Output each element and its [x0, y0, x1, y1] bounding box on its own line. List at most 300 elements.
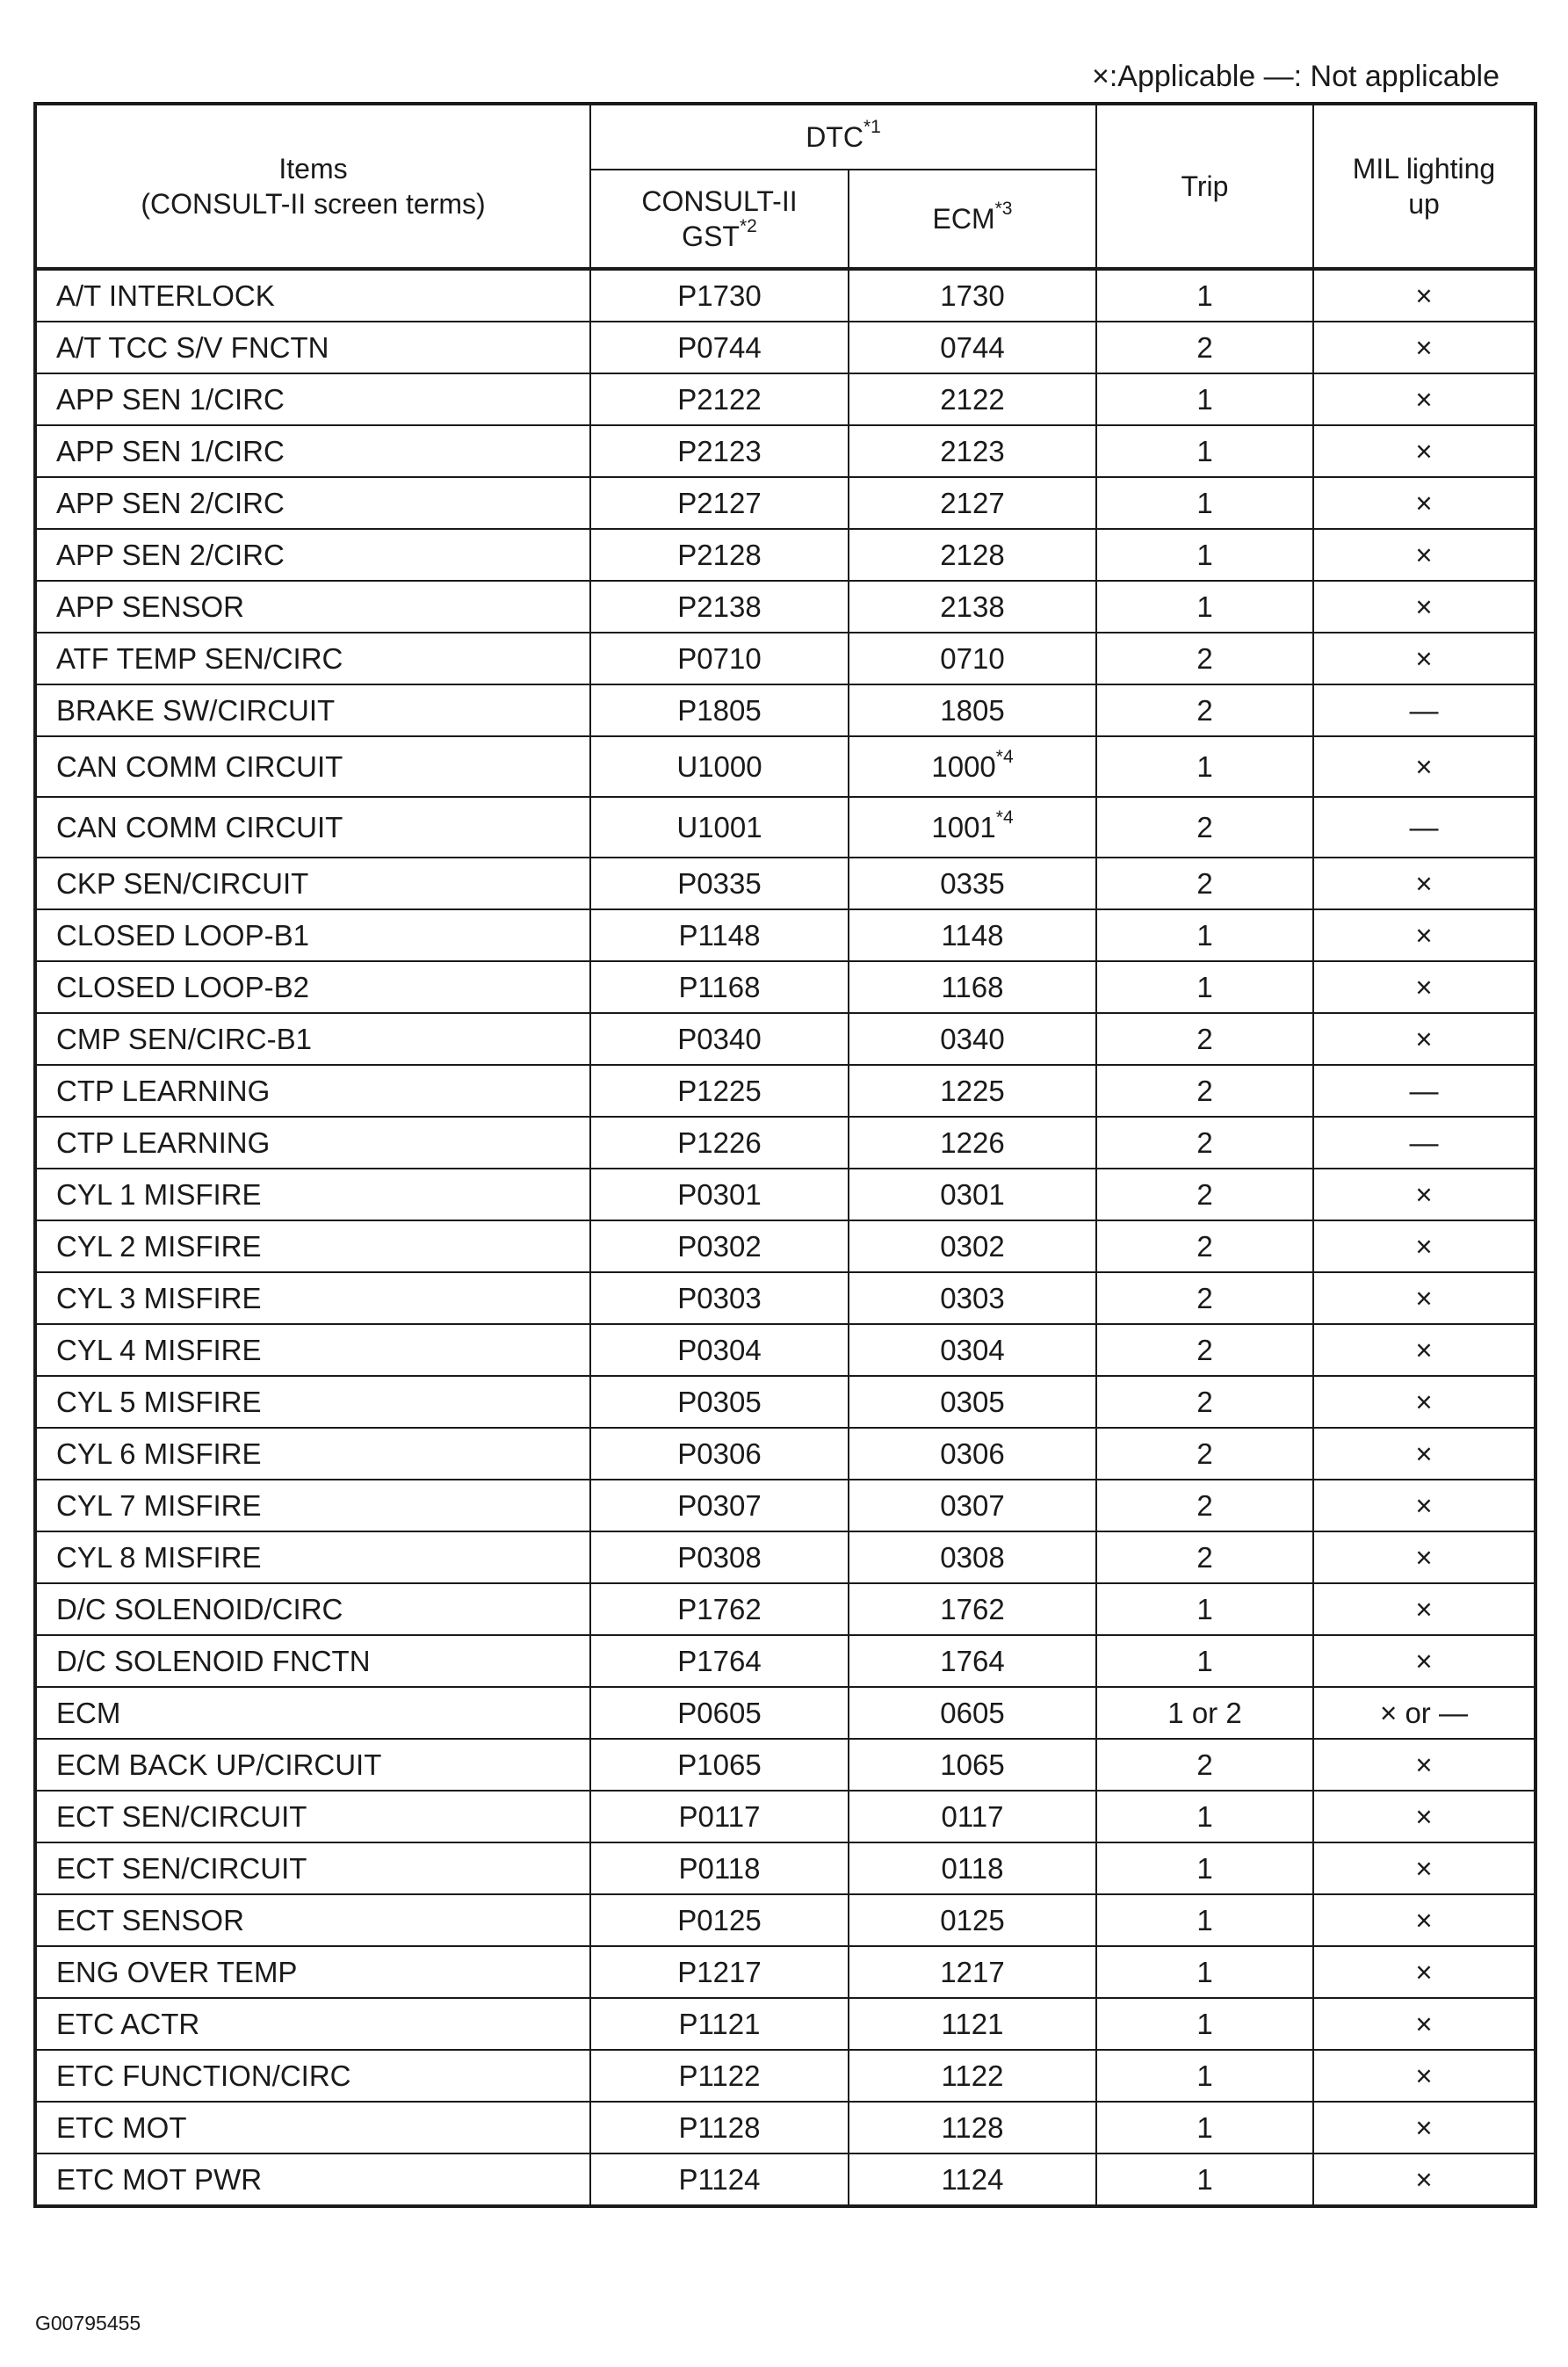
cell-mil	[1313, 1791, 1535, 1842]
header-ecm-footnote: *3	[994, 199, 1013, 220]
cell-consult-code	[590, 1998, 849, 2050]
cell-mil	[1313, 1946, 1535, 1998]
cell-item	[35, 1272, 590, 1324]
cell-ecm-code-text: 0125	[940, 1903, 1005, 1936]
cell-ecm-code	[849, 858, 1096, 909]
table-row	[35, 425, 1535, 477]
cell-trip-text: 1	[1196, 2007, 1213, 2040]
cell-item-text: CAN COMM CIRCUIT	[56, 810, 343, 843]
cell-mil-text: ×	[1415, 1955, 1433, 1988]
cell-mil	[1313, 1894, 1535, 1946]
cell-mil	[1313, 1531, 1535, 1583]
cell-mil-text: ×	[1415, 1903, 1433, 1936]
cell-item	[35, 1583, 590, 1635]
cell-ecm-code	[849, 2050, 1096, 2102]
cell-item	[35, 1998, 590, 2050]
cell-ecm-code-text: 0118	[941, 1851, 1004, 1885]
cell-trip-text: 1	[1196, 538, 1213, 571]
cell-mil	[1313, 1117, 1535, 1169]
header-mil-line2: up	[1408, 188, 1440, 220]
cell-item-text: CTP LEARNING	[56, 1126, 271, 1159]
cell-ecm-code	[849, 529, 1096, 581]
cell-ecm-code-text: 1168	[941, 970, 1004, 1003]
cell-mil-text: ×	[1415, 1799, 1433, 1833]
cell-item-text: CYL 2 MISFIRE	[56, 1229, 262, 1263]
cell-trip	[1096, 2102, 1313, 2153]
cell-trip-text: 1	[1196, 279, 1213, 312]
cell-trip	[1096, 1376, 1313, 1428]
cell-item	[35, 1791, 590, 1842]
cell-ecm-code	[849, 477, 1096, 529]
cell-mil-text: ×	[1415, 918, 1433, 952]
cell-trip-text: 1	[1196, 382, 1213, 416]
cell-ecm-code	[849, 1272, 1096, 1324]
cell-ecm-code-text: 1764	[940, 1644, 1005, 1677]
table-row	[35, 1739, 1535, 1791]
cell-consult-code	[590, 1894, 849, 1946]
header-ecm-label: ECM	[932, 203, 995, 235]
cell-trip-text: 2	[1196, 1385, 1213, 1418]
header-consult	[590, 170, 849, 269]
cell-mil-text: ×	[1415, 2110, 1433, 2144]
cell-trip-text: 1	[1196, 590, 1213, 623]
cell-consult-code	[590, 1791, 849, 1842]
cell-mil-text: ×	[1415, 1644, 1433, 1677]
legend: ×:Applicable —: Not applicable	[1092, 60, 1499, 93]
cell-consult-code	[590, 684, 849, 736]
cell-item	[35, 1065, 590, 1117]
cell-consult-code-text: P0307	[677, 1488, 762, 1522]
cell-trip	[1096, 1169, 1313, 1220]
ecm-footnote: *4	[995, 746, 1014, 767]
table-row	[35, 797, 1535, 858]
cell-mil-text: ×	[1415, 1540, 1433, 1574]
cell-trip	[1096, 373, 1313, 425]
cell-trip-text: 1	[1196, 1799, 1213, 1833]
header-items	[35, 104, 590, 269]
cell-ecm-code-text: 1065	[940, 1748, 1005, 1781]
cell-trip-text: 1	[1196, 749, 1213, 783]
cell-mil	[1313, 529, 1535, 581]
cell-consult-code	[590, 2050, 849, 2102]
cell-item-text: A/T INTERLOCK	[56, 279, 275, 312]
cell-ecm-code	[849, 373, 1096, 425]
figure-id: G00795455	[35, 2312, 141, 2334]
cell-ecm-code	[849, 1324, 1096, 1376]
cell-trip-text: 1 or 2	[1167, 1696, 1242, 1729]
cell-trip-text: 2	[1196, 1437, 1213, 1470]
cell-consult-code-text: P0605	[677, 1696, 762, 1729]
cell-mil-text: ×	[1415, 1748, 1433, 1781]
cell-ecm-code-text: 0303	[940, 1281, 1005, 1314]
cell-consult-code-text: P1225	[677, 1074, 762, 1107]
cell-consult-code	[590, 1220, 849, 1272]
header-consult-line1: CONSULT-II	[641, 185, 798, 217]
cell-item-text: ETC ACTR	[56, 2007, 200, 2040]
cell-trip-text: 2	[1196, 1229, 1213, 1263]
cell-consult-code-text: P0118	[678, 1851, 761, 1885]
cell-consult-code-text: P1122	[678, 2059, 761, 2092]
table-row	[35, 736, 1535, 797]
cell-trip	[1096, 684, 1313, 736]
cell-trip-text: 1	[1196, 2110, 1213, 2144]
cell-mil-text: ×	[1415, 538, 1433, 571]
cell-mil-text: —	[1409, 1074, 1439, 1107]
table-row	[35, 1428, 1535, 1480]
table-row	[35, 684, 1535, 736]
cell-ecm-code	[849, 1428, 1096, 1480]
cell-item-text: ATF TEMP SEN/CIRC	[56, 641, 343, 675]
cell-trip-text: 1	[1196, 1903, 1213, 1936]
cell-mil	[1313, 1739, 1535, 1791]
cell-consult-code-text: P2123	[677, 434, 762, 467]
cell-mil-text: ×	[1415, 279, 1433, 312]
header-items-title: Items	[278, 153, 348, 185]
cell-ecm-code	[849, 269, 1096, 322]
cell-consult-code	[590, 1687, 849, 1739]
cell-trip	[1096, 1791, 1313, 1842]
cell-consult-code	[590, 1376, 849, 1428]
cell-consult-code-text: P0308	[677, 1540, 762, 1574]
cell-mil-text: ×	[1415, 641, 1433, 675]
table-row	[35, 1480, 1535, 1531]
cell-mil-text: ×	[1415, 1333, 1433, 1366]
cell-ecm-code-text: 0335	[940, 866, 1005, 900]
cell-ecm-code-text: 0744	[940, 330, 1005, 364]
cell-mil-text: ×	[1415, 866, 1433, 900]
cell-item-text: APP SENSOR	[56, 590, 244, 623]
cell-trip-text: 2	[1196, 1177, 1213, 1211]
cell-mil-text: —	[1409, 1126, 1439, 1159]
cell-ecm-code-text: 1730	[940, 279, 1005, 312]
table-row	[35, 373, 1535, 425]
cell-consult-code-text: P0710	[677, 641, 762, 675]
header-trip-label: Trip	[1181, 170, 1229, 202]
cell-item	[35, 1894, 590, 1946]
cell-consult-code	[590, 2153, 849, 2206]
cell-ecm-code-text: 2128	[940, 538, 1005, 571]
table-row	[35, 633, 1535, 684]
cell-mil-text: ×	[1415, 1592, 1433, 1625]
cell-mil-text: ×	[1415, 1385, 1433, 1418]
cell-mil	[1313, 858, 1535, 909]
cell-item	[35, 1946, 590, 1998]
cell-consult-code	[590, 1324, 849, 1376]
cell-item	[35, 1169, 590, 1220]
cell-trip-text: 1	[1196, 1592, 1213, 1625]
cell-item-text: APP SEN 2/CIRC	[56, 486, 285, 519]
cell-trip-text: 2	[1196, 641, 1213, 675]
cell-trip-text: 1	[1196, 434, 1213, 467]
header-dtc	[590, 104, 1096, 170]
cell-ecm-code-text: 0302	[940, 1229, 1005, 1263]
cell-ecm-code	[849, 633, 1096, 684]
cell-item	[35, 1220, 590, 1272]
cell-item	[35, 1842, 590, 1894]
cell-consult-code-text: P0117	[678, 1799, 761, 1833]
cell-item-text: ENG OVER TEMP	[56, 1955, 298, 1988]
cell-consult-code-text: U1001	[676, 810, 762, 843]
cell-trip	[1096, 909, 1313, 961]
cell-ecm-code-text: 1001	[931, 810, 996, 843]
cell-ecm-code	[849, 1583, 1096, 1635]
cell-trip	[1096, 797, 1313, 858]
cell-mil	[1313, 797, 1535, 858]
cell-consult-code-text: P1764	[677, 1644, 762, 1677]
cell-mil	[1313, 1220, 1535, 1272]
cell-ecm-code	[849, 1376, 1096, 1428]
cell-item	[35, 1324, 590, 1376]
cell-mil	[1313, 909, 1535, 961]
cell-ecm-code	[849, 1635, 1096, 1687]
cell-trip-text: 1	[1196, 1644, 1213, 1677]
cell-ecm-code-text: 0306	[940, 1437, 1005, 1470]
cell-item-text: ECM	[56, 1696, 121, 1729]
cell-item	[35, 477, 590, 529]
cell-consult-code-text: P0305	[677, 1385, 762, 1418]
table-row	[35, 858, 1535, 909]
cell-ecm-code-text: 1762	[940, 1592, 1005, 1625]
cell-item	[35, 1013, 590, 1065]
table-row	[35, 2050, 1535, 2102]
cell-consult-code	[590, 269, 849, 322]
cell-trip	[1096, 529, 1313, 581]
cell-consult-code	[590, 1169, 849, 1220]
cell-trip	[1096, 1894, 1313, 1946]
cell-item	[35, 633, 590, 684]
cell-item	[35, 1687, 590, 1739]
cell-mil	[1313, 373, 1535, 425]
table-row	[35, 1531, 1535, 1583]
cell-item-text: APP SEN 2/CIRC	[56, 538, 285, 571]
table-body	[35, 269, 1535, 2206]
cell-mil	[1313, 1169, 1535, 1220]
cell-consult-code-text: P1805	[677, 693, 762, 727]
cell-item-text: CYL 5 MISFIRE	[56, 1385, 262, 1418]
cell-trip-text: 2	[1196, 810, 1213, 843]
cell-consult-code	[590, 858, 849, 909]
cell-mil	[1313, 2153, 1535, 2206]
cell-trip	[1096, 1739, 1313, 1791]
dtc-table	[33, 102, 1537, 2208]
cell-ecm-code-text: 1000	[931, 749, 996, 783]
cell-ecm-code-text: 1217	[940, 1955, 1005, 1988]
cell-trip	[1096, 1428, 1313, 1480]
cell-item-text: D/C SOLENOID FNCTN	[56, 1644, 371, 1677]
cell-item	[35, 1376, 590, 1428]
cell-item-text: CLOSED LOOP-B1	[56, 918, 309, 952]
cell-mil	[1313, 1842, 1535, 1894]
table-row	[35, 1013, 1535, 1065]
cell-ecm-code	[849, 1480, 1096, 1531]
cell-trip-text: 2	[1196, 1022, 1213, 1055]
cell-item	[35, 2102, 590, 2153]
cell-mil-text: —	[1409, 810, 1439, 843]
cell-mil	[1313, 1324, 1535, 1376]
cell-consult-code	[590, 1842, 849, 1894]
cell-ecm-code-text: 1226	[940, 1126, 1005, 1159]
cell-consult-code	[590, 1272, 849, 1324]
cell-trip-text: 2	[1196, 693, 1213, 727]
table-row	[35, 1791, 1535, 1842]
cell-mil	[1313, 684, 1535, 736]
cell-trip-text: 1	[1196, 1851, 1213, 1885]
table-row	[35, 1583, 1535, 1635]
cell-trip	[1096, 1687, 1313, 1739]
cell-trip	[1096, 1842, 1313, 1894]
cell-mil	[1313, 1272, 1535, 1324]
header-dtc-label: DTC	[806, 121, 863, 153]
cell-item-text: CYL 6 MISFIRE	[56, 1437, 262, 1470]
cell-consult-code	[590, 581, 849, 633]
cell-mil-text: ×	[1415, 486, 1433, 519]
table-row	[35, 1635, 1535, 1687]
cell-ecm-code-text: 0710	[940, 641, 1005, 675]
cell-trip	[1096, 736, 1313, 797]
table-row	[35, 1998, 1535, 2050]
cell-item	[35, 797, 590, 858]
cell-consult-code-text: P2138	[677, 590, 762, 623]
cell-mil-text: ×	[1415, 1281, 1433, 1314]
cell-item-text: CAN COMM CIRCUIT	[56, 749, 343, 783]
cell-consult-code	[590, 1946, 849, 1998]
cell-consult-code-text: P1065	[677, 1748, 762, 1781]
header-dtc-footnote: *1	[863, 117, 881, 138]
cell-ecm-code-text: 1122	[941, 2059, 1004, 2092]
table-row	[35, 961, 1535, 1013]
cell-mil	[1313, 425, 1535, 477]
cell-mil-text: —	[1409, 693, 1439, 727]
cell-trip	[1096, 2050, 1313, 2102]
cell-item	[35, 1635, 590, 1687]
header-items-subtitle: (CONSULT-II screen terms)	[141, 188, 486, 220]
cell-trip-text: 2	[1196, 1281, 1213, 1314]
cell-item-text: ECT SENSOR	[56, 1903, 244, 1936]
cell-ecm-code	[849, 581, 1096, 633]
table-row	[35, 1894, 1535, 1946]
header-mil-line1: MIL lighting	[1352, 153, 1496, 185]
header-consult-line2: GST	[682, 221, 740, 252]
cell-consult-code	[590, 1583, 849, 1635]
cell-mil-text: ×	[1415, 382, 1433, 416]
cell-mil	[1313, 1998, 1535, 2050]
cell-consult-code-text: P0304	[677, 1333, 762, 1366]
cell-item	[35, 1428, 590, 1480]
cell-item-text: CYL 8 MISFIRE	[56, 1540, 262, 1574]
cell-item	[35, 581, 590, 633]
cell-ecm-code	[849, 2153, 1096, 2206]
cell-ecm-code	[849, 1013, 1096, 1065]
cell-mil	[1313, 2102, 1535, 2153]
cell-trip	[1096, 477, 1313, 529]
cell-item	[35, 529, 590, 581]
cell-trip	[1096, 961, 1313, 1013]
cell-consult-code	[590, 1739, 849, 1791]
cell-ecm-code	[849, 1687, 1096, 1739]
cell-item-text: ETC MOT	[56, 2110, 187, 2144]
cell-item-text: CMP SEN/CIRC-B1	[56, 1022, 312, 1055]
cell-consult-code	[590, 1117, 849, 1169]
cell-trip	[1096, 1220, 1313, 1272]
cell-mil-text: ×	[1415, 434, 1433, 467]
cell-item	[35, 425, 590, 477]
cell-item-text: BRAKE SW/CIRCUIT	[56, 693, 336, 727]
cell-consult-code	[590, 736, 849, 797]
cell-ecm-code-text: 0305	[940, 1385, 1005, 1418]
cell-ecm-code-text: 1124	[941, 2162, 1004, 2196]
cell-ecm-code-text: 1805	[940, 693, 1005, 727]
cell-mil	[1313, 961, 1535, 1013]
cell-consult-code-text: P1121	[678, 2007, 761, 2040]
cell-ecm-code-text: 1148	[941, 918, 1004, 952]
cell-ecm-code-text: 2123	[940, 434, 1005, 467]
cell-ecm-code-text: 0117	[941, 1799, 1004, 1833]
cell-ecm-code	[849, 1531, 1096, 1583]
cell-consult-code	[590, 373, 849, 425]
cell-trip-text: 2	[1196, 866, 1213, 900]
cell-item-text: CYL 7 MISFIRE	[56, 1488, 262, 1522]
cell-mil	[1313, 736, 1535, 797]
cell-consult-code	[590, 425, 849, 477]
cell-ecm-code	[849, 1842, 1096, 1894]
cell-ecm-code	[849, 909, 1096, 961]
cell-consult-code	[590, 1013, 849, 1065]
cell-consult-code-text: P2128	[677, 538, 762, 571]
cell-consult-code-text: P0125	[677, 1903, 762, 1936]
cell-trip	[1096, 858, 1313, 909]
cell-trip	[1096, 1946, 1313, 1998]
header-ecm	[849, 170, 1096, 269]
cell-ecm-code-text: 0307	[940, 1488, 1005, 1522]
cell-consult-code-text: P0335	[677, 866, 762, 900]
cell-mil-text: ×	[1415, 1488, 1433, 1522]
cell-mil-text: ×	[1415, 2059, 1433, 2092]
cell-mil-text: ×	[1415, 1229, 1433, 1263]
cell-consult-code-text: P1124	[678, 2162, 761, 2196]
cell-consult-code-text: P1168	[678, 970, 761, 1003]
cell-ecm-code	[849, 1169, 1096, 1220]
table-row	[35, 1272, 1535, 1324]
cell-ecm-code	[849, 1117, 1096, 1169]
cell-trip	[1096, 322, 1313, 373]
cell-trip-text: 2	[1196, 1748, 1213, 1781]
cell-ecm-code-text: 1225	[940, 1074, 1005, 1107]
cell-consult-code	[590, 1428, 849, 1480]
cell-trip	[1096, 581, 1313, 633]
cell-item-text: ETC FUNCTION/CIRC	[56, 2059, 351, 2092]
cell-trip	[1096, 1998, 1313, 2050]
header-trip	[1096, 104, 1313, 269]
cell-mil	[1313, 322, 1535, 373]
cell-item-text: APP SEN 1/CIRC	[56, 434, 285, 467]
cell-ecm-code	[849, 1998, 1096, 2050]
cell-mil-text: ×	[1415, 2162, 1433, 2196]
cell-ecm-code	[849, 2102, 1096, 2153]
cell-consult-code-text: P1226	[677, 1126, 762, 1159]
cell-item-text: CLOSED LOOP-B2	[56, 970, 309, 1003]
cell-mil	[1313, 1376, 1535, 1428]
cell-trip	[1096, 1531, 1313, 1583]
cell-item	[35, 322, 590, 373]
cell-item-text: ECT SEN/CIRCUIT	[56, 1799, 307, 1833]
cell-mil	[1313, 633, 1535, 684]
cell-ecm-code	[849, 797, 1096, 858]
table-row	[35, 581, 1535, 633]
table-row	[35, 322, 1535, 373]
cell-ecm-code	[849, 1220, 1096, 1272]
cell-ecm-code-text: 1121	[941, 2007, 1004, 2040]
table-row	[35, 1842, 1535, 1894]
